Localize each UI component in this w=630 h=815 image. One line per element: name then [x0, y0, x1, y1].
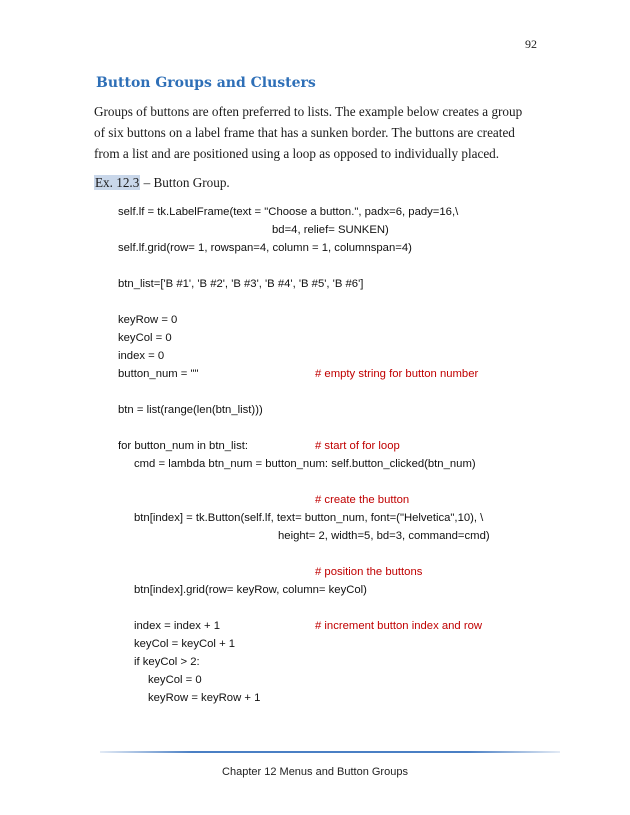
code-line: btn_list=['B #1', 'B #2', 'B #3', 'B #4', 'B #5', 'B #6'] [118, 278, 364, 290]
paragraph-line-3: from a list and are positioned using a loop as opposed to individually placed. [94, 146, 500, 161]
section-heading: Button Groups and Clusters [96, 75, 316, 91]
example-title: – Button Group. [140, 175, 230, 190]
code-line: self.lf = tk.LabelFrame(text = "Choose a button.", padx=6, pady=16,\ [118, 206, 459, 218]
code-line: cmd = lambda btn_num = button_num: self.button_clicked(btn_num) [134, 458, 476, 470]
code-line: bd=4, relief= SUNKEN) [272, 224, 389, 236]
code-line: btn[index] = tk.Button(self.lf, text= button_num, font=("Helvetica",10), \ [134, 512, 484, 524]
code-line: index = 0 [118, 350, 165, 362]
code-comment: # create the button [315, 494, 410, 506]
paragraph-line-2: of six buttons on a label frame that has a sunken border. The buttons are created [94, 125, 515, 140]
footer-rule [100, 751, 560, 753]
code-line: height= 2, width=5, bd=3, command=cmd) [278, 530, 490, 542]
code-comment: # position the buttons [315, 566, 423, 578]
code-comment: # empty string for button number [315, 368, 479, 380]
intro-paragraph [94, 101, 534, 164]
code-line: for button_num in btn_list: [118, 440, 248, 452]
code-line: self.lf.grid(row= 1, rowspan=4, column = 1, columnspan=4) [118, 242, 412, 254]
code-line: keyCol = 0 [148, 674, 202, 686]
paragraph-line-1: Groups of buttons are often preferred to lists. The example below creates a group [94, 104, 523, 119]
code-line: keyCol = 0 [118, 332, 172, 344]
code-comment: # increment button index and row [315, 620, 483, 632]
chapter-footer: Chapter 12 Menus and Button Groups [222, 766, 408, 778]
code-line: btn[index].grid(row= keyRow, column= keyCol) [134, 584, 367, 596]
code-comment: # start of for loop [315, 440, 400, 452]
code-line: index = index + 1 [134, 620, 221, 632]
code-line: keyRow = 0 [118, 314, 178, 326]
code-line: keyCol = keyCol + 1 [134, 638, 236, 650]
code-line: keyRow = keyRow + 1 [148, 692, 261, 704]
code-line: if keyCol > 2: [134, 656, 200, 668]
example-caption [94, 175, 230, 191]
code-line: button_num = "" [118, 368, 199, 380]
code-line: btn = list(range(len(btn_list))) [118, 404, 263, 416]
page-number: 92 [525, 37, 537, 51]
example-reference: Ex. 12.3 [95, 175, 140, 190]
